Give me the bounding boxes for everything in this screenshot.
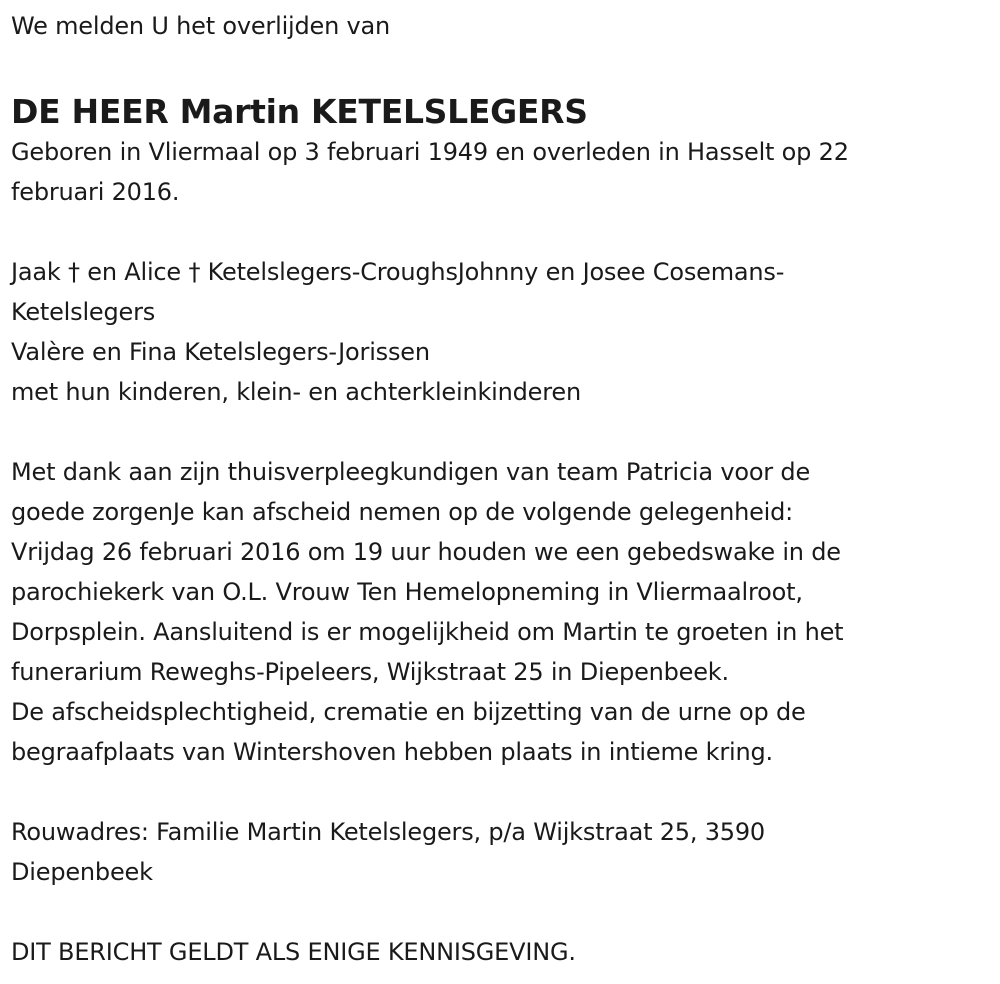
intro-text: We melden U het overlijden van [11,12,391,40]
address-line: Rouwadres: Familie Martin Ketelslegers, p/a Wijkstraat 25, 3590 [11,818,765,846]
spacer [11,892,986,932]
message-line: De afscheidsplechtigheid, crematie en bijzetting van de urne op de [11,698,806,726]
address-paragraph [11,812,986,892]
message-line: goede zorgenJe kan afscheid nemen op de volgende gelegenheid: [11,498,794,526]
address-line: Diepenbeek [11,858,153,886]
family-text: en Alice [79,258,189,286]
message-line: Met dank aan zijn thuisverpleegkundigen van team Patricia voor de [11,458,811,486]
family-paragraph [11,252,986,412]
message-paragraph [11,452,986,772]
family-line: Ketelslegers [11,298,156,326]
message-line: Dorpsplein. Aansluitend is er mogelijkheid om Martin te groeten in het [11,618,844,646]
family-line: Valère en Fina Ketelslegers-Jorissen [11,338,430,366]
spacer [11,412,986,452]
family-text: Ketelslegers-CroughsJohnny en Josee Cosemans- [200,258,785,286]
spacer [11,772,986,812]
message-line: begraafplaats van Wintershoven hebben plaats in intieme kring. [11,738,773,766]
family-line [11,252,986,292]
death-notice [11,0,986,972]
birth-death-line: Geboren in Vliermaal op 3 februari 1949 en overleden in Hasselt op 22 [11,138,849,166]
spacer [11,212,986,252]
birth-death-paragraph [11,132,986,212]
message-line: Vrijdag 26 februari 2016 om 19 uur houden we een gebedswake in de [11,538,841,566]
message-line: funerarium Reweghs-Pipeleers, Wijkstraat 25 in Diepenbeek. [11,658,729,686]
deceased-name-title: DE HEER Martin KETELSLEGERS [11,92,588,131]
cross-icon: † [188,258,201,286]
cross-icon: † [68,258,80,286]
family-text: Jaak [11,258,69,286]
message-line: parochiekerk van O.L. Vrouw Ten Hemelopneming in Vliermaalroot, [11,578,803,606]
family-line: met hun kinderen, klein- en achterkleinkinderen [11,378,581,406]
birth-death-line: februari 2016. [11,178,180,206]
closing-statement: DIT BERICHT GELDT ALS ENIGE KENNISGEVING. [11,938,576,966]
